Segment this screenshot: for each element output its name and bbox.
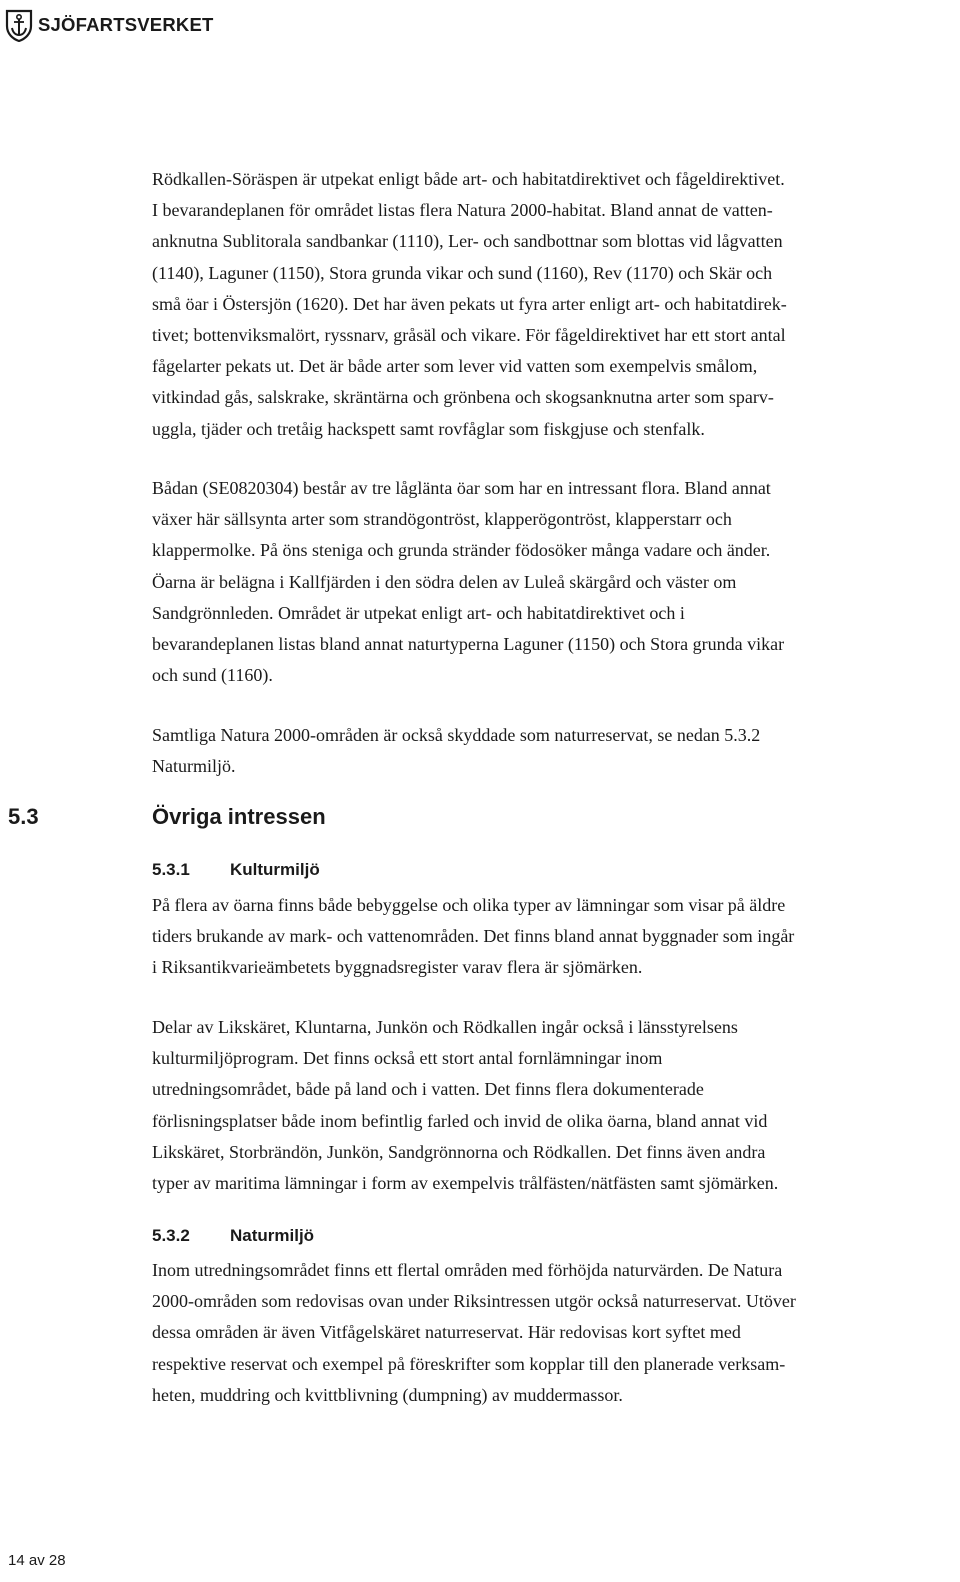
text-line: Inom utredningsområdet finns ett flertal områden med förhöjda naturvärden. De Natura	[152, 1260, 783, 1280]
paragraph	[152, 720, 942, 782]
paragraph-badan	[152, 473, 942, 691]
text-line: i Riksantikvarieämbetets byggnadsregister varav flera är sjömärken.	[152, 957, 643, 978]
text-line: Sandgrönnleden. Området är utpekat enligt art- och habitatdirektivet och i	[152, 602, 685, 623]
page-number: 14 av 28	[8, 1552, 66, 1569]
text-line: små öar i Östersjön (1620). Det har även pekats ut fyra arter enligt art- och habitatdirek-	[152, 293, 787, 314]
section-title: Kulturmiljö	[230, 860, 320, 879]
section-number: 5.3.1	[152, 860, 190, 879]
paragraph	[152, 164, 942, 445]
text-line: kulturmiljöprogram. Det finns också ett stort antal fornlämningar inom	[152, 1048, 663, 1069]
text-line: tivet; bottenviksmalört, ryssnarv, gråsäl och vikare. För fågeldirektivet har ett stort antal	[152, 325, 786, 346]
text-line: tiders brukande av mark- och vattenområden. Det finns bland annat byggnader som ingår	[152, 926, 795, 947]
text-line: växer här sällsynta arter som strandögontröst, klapperögontröst, klapperstarr och	[152, 509, 732, 530]
text-line: klappermolke. På öns steniga och grunda stränder födosöker många vadare och änder.	[152, 540, 771, 561]
text-line: uggla, tjäder och tretåig hackspett samt rovfåglar som fiskgjuse och stenfalk.	[152, 418, 705, 439]
text-line: Samtliga Natura 2000-områden är också skyddade som naturreservat, se nedan 5.3.2	[152, 725, 761, 745]
logo-text: SJÖFARTSVERKET	[38, 14, 214, 35]
paragraph-likskaret	[152, 1012, 942, 1199]
paragraph-rodkallen	[152, 164, 942, 445]
paragraph-naturmiljo	[152, 1255, 942, 1411]
text-line: respektive reservat och exempel på föreskrifter som kopplar till den planerade verksam-	[152, 1353, 786, 1374]
text-line: Bådan (SE0820304) består av tre låglänta öar som har en intressant flora. Bland annat	[152, 478, 771, 498]
text-line: förlisningsplatser både inom befintlig farled och invid de olika öarna, bland annat vid	[152, 1110, 768, 1131]
text-line: fågelarter pekats ut. Det är både arter som lever vid vatten som exempelvis smålom,	[152, 356, 758, 377]
text-line: anknutna Sublitorala sandbankar (1110), Ler- och sandbottnar som blottas vid lågvatten	[152, 231, 783, 252]
paragraph	[152, 473, 942, 691]
section-heading-5-3-1	[152, 860, 320, 880]
text-line: Likskäret, Storbrändön, Junkön, Sandgrönnorna och Rödkallen. Det finns även andra	[152, 1141, 766, 1162]
text-line: I bevarandeplanen för området listas flera Natura 2000-habitat. Bland annat de vatten-	[152, 200, 773, 221]
section-number: 5.3	[8, 804, 39, 829]
text-line: utredningsområdet, både på land och i vatten. Det finns flera dokumenterade	[152, 1079, 704, 1100]
paragraph	[152, 1255, 942, 1411]
paragraph	[152, 1012, 942, 1199]
text-line: heten, muddring och kvittblivning (dumpning) av muddermassor.	[152, 1384, 623, 1405]
logo	[4, 6, 214, 44]
text-line: På flera av öarna finns både bebyggelse och olika typer av lämningar som visar på äldre	[152, 895, 786, 915]
section-title: Övriga intressen	[152, 804, 326, 829]
text-line: 2000-områden som redovisas ovan under Riksintressen utgör också naturreservat. Utöver	[152, 1291, 796, 1312]
text-line: Delar av Likskäret, Kluntarna, Junkön och Rödkallen ingår också i länsstyrelsens	[152, 1017, 738, 1037]
text-line: dessa områden är även Vitfågelskäret naturreservat. Här redovisas kort syftet med	[152, 1322, 741, 1343]
paragraph	[152, 890, 942, 984]
text-line: typer av maritima lämningar i form av exempelvis trålfästen/nätfästen samt sjömärken.	[152, 1173, 779, 1194]
text-line: Naturmiljö.	[152, 756, 236, 777]
anchor-emblem-icon	[4, 8, 34, 42]
text-line: och sund (1160).	[152, 665, 273, 686]
text-line: bevarandeplanen listas bland annat naturtyperna Laguner (1150) och Stora grunda vikar	[152, 634, 785, 655]
section-heading-5-3	[8, 804, 326, 830]
paragraph-natura	[152, 720, 942, 782]
text-line: Rödkallen-Söräspen är utpekat enligt både art- och habitatdirektivet och fågeldirektivet.	[152, 169, 785, 189]
text-line: (1140), Laguner (1150), Stora grunda vikar och sund (1160), Rev (1170) och Skär och	[152, 262, 773, 283]
text-line: vitkindad gås, salskrake, skräntärna och grönbena och skogsanknutna arter som sparv-	[152, 387, 774, 408]
paragraph-kulturmiljo	[152, 890, 942, 984]
section-number: 5.3.2	[152, 1226, 190, 1245]
section-title: Naturmiljö	[230, 1226, 315, 1245]
text-line: Öarna är belägna i Kallfjärden i den södra delen av Luleå skärgård och väster om	[152, 571, 737, 592]
section-heading-5-3-2	[152, 1226, 314, 1246]
